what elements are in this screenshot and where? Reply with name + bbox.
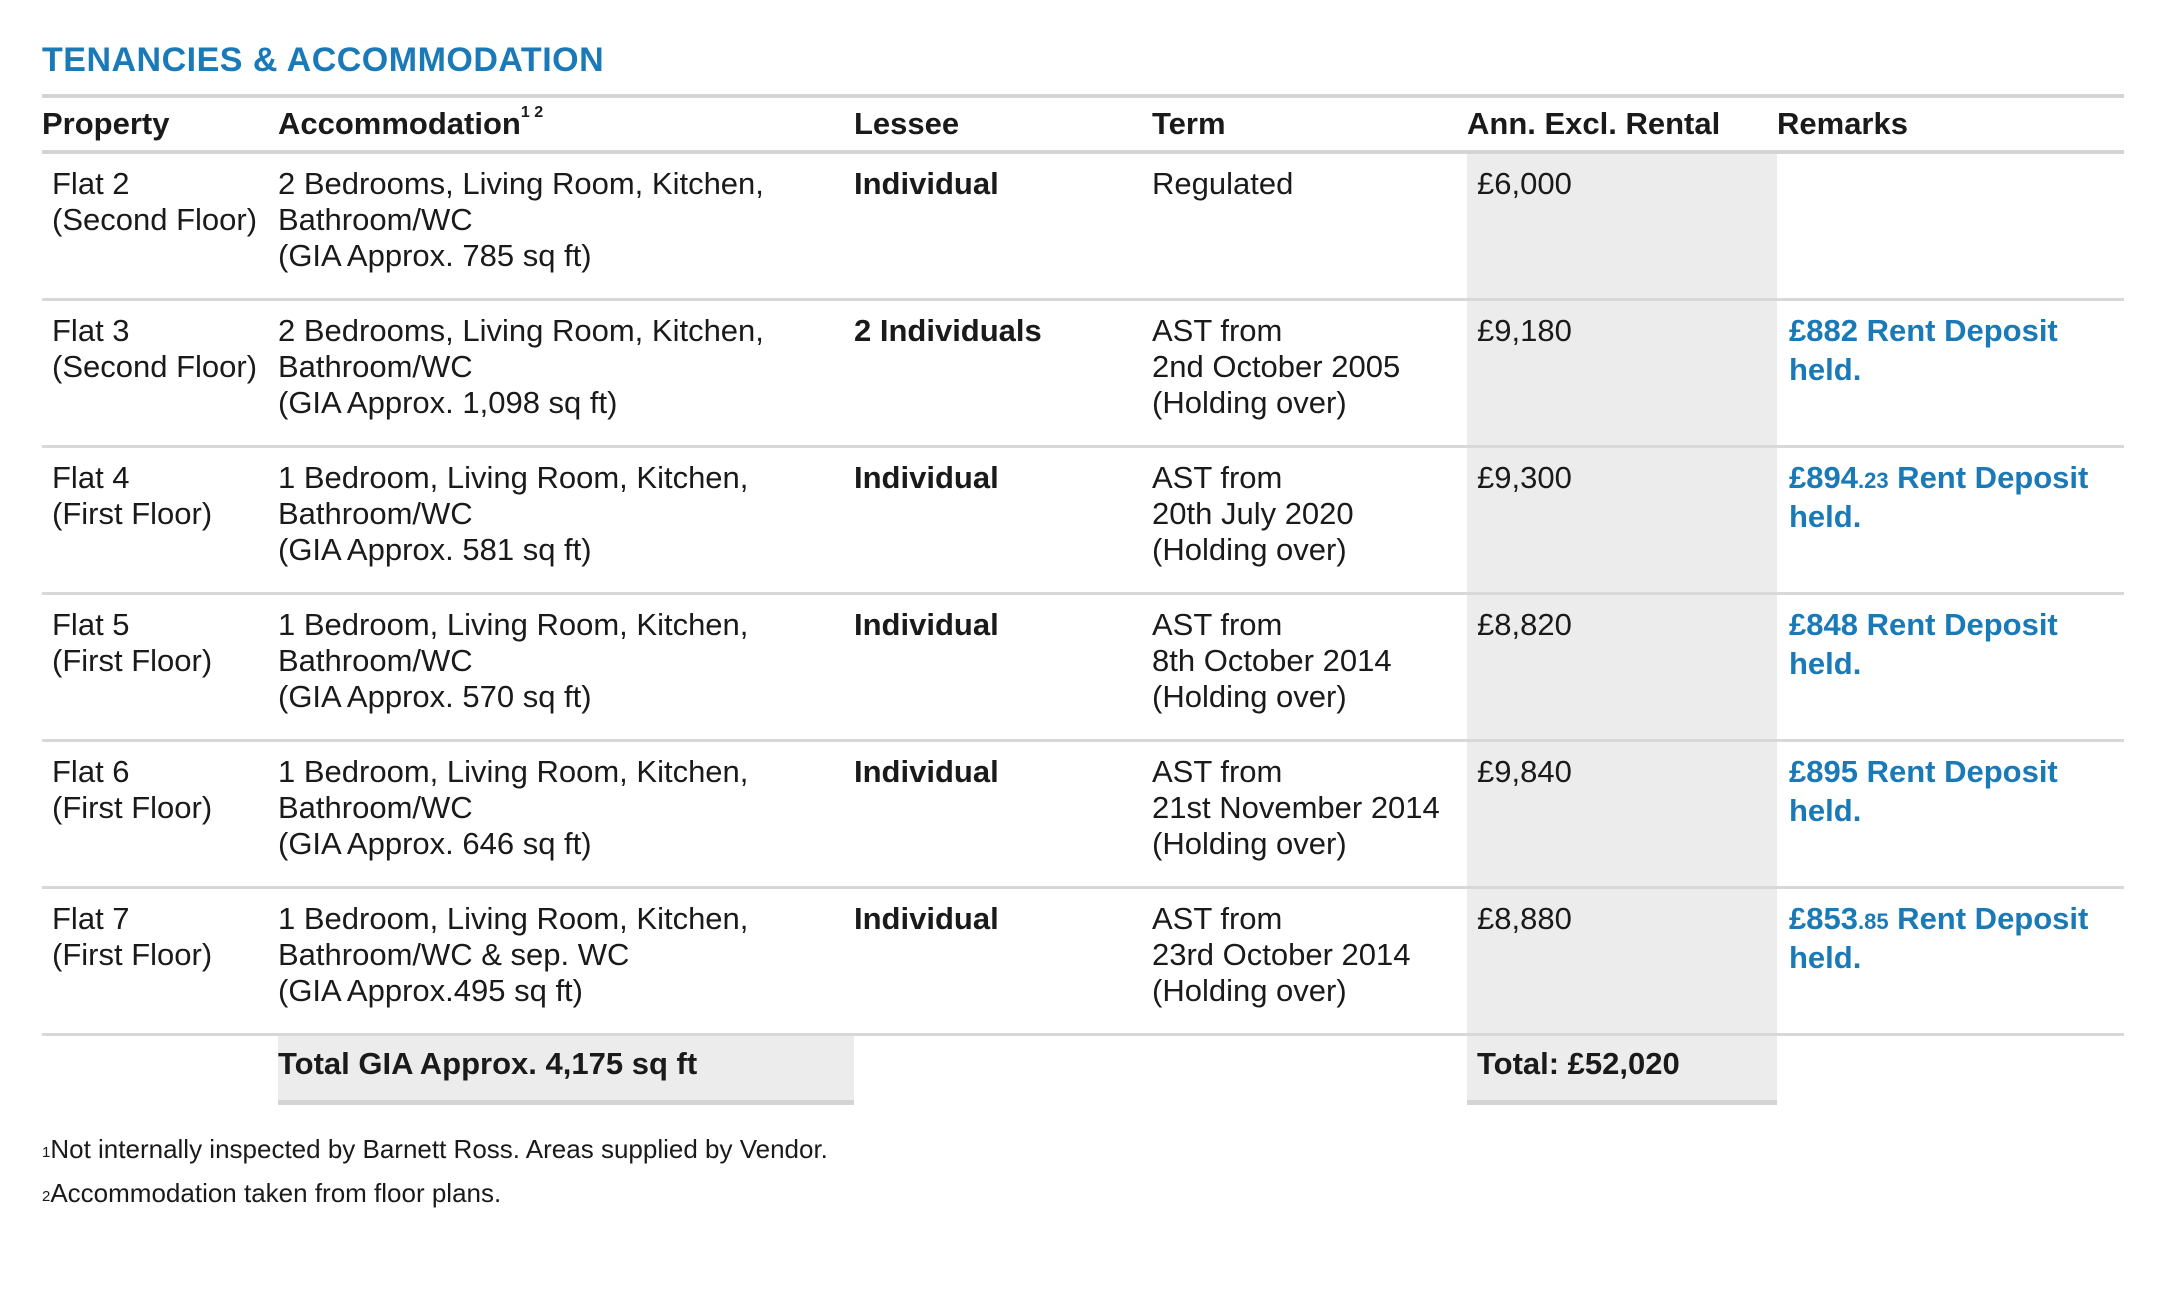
tenancy-table [42,94,2124,1105]
header-term: Term [1152,96,1467,152]
remark-deposit-text: Rent Deposit [1857,606,2058,642]
remark-deposit-pence: .23 [1857,467,1889,493]
property-line: (Second Floor) [52,202,258,237]
accommodation-line: (GIA Approx. 1,098 sq ft) [278,384,618,420]
header-lessee: Lessee [854,96,1152,152]
remark-deposit-line [1789,313,2124,352]
remark-held-line: held. [1789,792,1862,828]
rental-cell: £6,000 [1467,152,1777,299]
property-line: Flat 4 [52,459,130,495]
table-row [42,593,2124,740]
table-row [42,152,2124,299]
rental-cell: £8,820 [1467,593,1777,740]
table-row [42,740,2124,887]
table-row [42,299,2124,446]
totals-spacer [1152,1034,1467,1102]
property-line: (First Floor) [52,789,213,825]
total-rental: Total: £52,020 [1467,1034,1777,1102]
term-line: 21st November 2014 [1152,789,1440,825]
accommodation-line: Bathroom/WC & sep. WC [278,936,630,972]
lessee-cell: Individual [854,887,1152,1034]
footnotes [42,1127,2124,1215]
remark-deposit-amount: £882 [1789,312,1858,348]
term-line: (Holding over) [1152,384,1347,420]
remark-deposit-amount: £895 [1789,753,1858,789]
remark-deposit-line [1789,607,2124,646]
remark-deposit-amount: £848 [1789,606,1858,642]
lessee-cell: 2 Individuals [854,299,1152,446]
totals-spacer [42,1034,278,1102]
accommodation-line: 1 Bedroom, Living Room, Kitchen, [278,753,749,789]
totals-row [42,1034,2124,1102]
remarks-cell [1777,446,2124,593]
footnote [42,1171,2124,1215]
remark-deposit-text: Rent Deposit [1888,459,2089,495]
header-remarks: Remarks [1777,96,2124,152]
remark-deposit-amount: £853 [1789,900,1858,936]
lessee-cell: Individual [854,446,1152,593]
property-line: (First Floor) [52,495,213,531]
accommodation-line: Bathroom/WC [278,789,473,825]
accommodation-line: (GIA Approx. 570 sq ft) [278,678,592,714]
property-cell [42,887,278,1034]
property-line: Flat 6 [52,753,130,789]
term-cell [1152,446,1467,593]
remarks-cell [1777,152,2124,299]
term-line: 8th October 2014 [1152,642,1392,678]
property-cell [42,299,278,446]
accommodation-cell [278,740,854,887]
remarks-cell [1777,887,2124,1034]
table-row [42,887,2124,1034]
property-cell [42,152,278,299]
rental-cell: £9,180 [1467,299,1777,446]
accommodation-cell [278,152,854,299]
remark-held-line: held. [1789,498,1862,534]
rental-cell: £9,840 [1467,740,1777,887]
accommodation-line: 2 Bedrooms, Living Room, Kitchen, [278,312,764,348]
accommodation-line: Bathroom/WC [278,348,473,384]
header-accommodation-label: Accommodation [278,106,521,141]
term-cell [1152,299,1467,446]
term-line: 20th July 2020 [1152,495,1354,531]
accommodation-line: 1 Bedroom, Living Room, Kitchen, [278,900,749,936]
remark-deposit-pence: .85 [1857,908,1889,934]
footnote-text: Not internally inspected by Barnett Ross. Areas supplied by Vendor. [50,1133,828,1164]
remark-deposit-text: Rent Deposit [1857,753,2058,789]
term-line: AST from [1152,459,1283,495]
remark-deposit-line [1789,754,2124,793]
rental-cell: £8,880 [1467,887,1777,1034]
header-accommodation [278,96,854,152]
remark-deposit-line [1789,460,2124,499]
remark-deposit-text: Rent Deposit [1888,900,2089,936]
accommodation-line: 1 Bedroom, Living Room, Kitchen, [278,606,749,642]
remark-deposit-amount: £894 [1789,459,1858,495]
footnote [42,1127,2124,1171]
tenancy-schedule [42,36,2124,1215]
property-line: Flat 2 [52,166,130,201]
property-cell [42,593,278,740]
property-line: Flat 5 [52,606,130,642]
lessee-cell: Individual [854,152,1152,299]
accommodation-line: Bathroom/WC [278,202,473,237]
property-line: Flat 7 [52,900,130,936]
remark-held-line: held. [1789,351,1862,387]
accommodation-cell [278,446,854,593]
table-header-row [42,96,2124,152]
remark-deposit-line [1789,901,2124,940]
term-line: (Holding over) [1152,972,1347,1008]
accommodation-line: 1 Bedroom, Living Room, Kitchen, [278,459,749,495]
term-line: 23rd October 2014 [1152,936,1411,972]
accommodation-line: (GIA Approx.495 sq ft) [278,972,583,1008]
term-line: Regulated [1152,166,1294,201]
term-line: (Holding over) [1152,531,1347,567]
accommodation-cell [278,299,854,446]
property-cell [42,740,278,887]
term-line: AST from [1152,900,1283,936]
accommodation-line: Bathroom/WC [278,642,473,678]
accommodation-cell [278,593,854,740]
term-line: AST from [1152,606,1283,642]
term-cell [1152,593,1467,740]
accommodation-line: (GIA Approx. 581 sq ft) [278,531,592,567]
totals-spacer [1777,1034,2124,1102]
accommodation-line: Bathroom/WC [278,495,473,531]
property-line: (First Floor) [52,642,213,678]
accommodation-line: (GIA Approx. 785 sq ft) [278,238,592,273]
total-gia [278,1034,854,1102]
totals-spacer [854,1034,1152,1102]
term-cell [1152,740,1467,887]
total-gia-label: Total GIA Approx. 4,175 sq ft [278,1045,698,1081]
term-line: (Holding over) [1152,678,1347,714]
remarks-cell [1777,740,2124,887]
term-cell [1152,152,1467,299]
property-line: (First Floor) [52,936,213,972]
term-line: 2nd October 2005 [1152,348,1401,384]
accommodation-line: 2 Bedrooms, Living Room, Kitchen, [278,166,764,201]
property-line: (Second Floor) [52,348,258,384]
rental-cell: £9,300 [1467,446,1777,593]
section-title: TENANCIES & ACCOMMODATION [42,41,605,79]
property-cell [42,446,278,593]
remarks-cell [1777,593,2124,740]
remark-held-line: held. [1789,939,1862,975]
header-accommodation-footnote-marks: 1 2 [520,104,544,121]
header-rental: Ann. Excl. Rental [1467,96,1777,152]
header-property: Property [42,96,278,152]
remark-deposit-text: Rent Deposit [1857,312,2058,348]
footnote-text: Accommodation taken from floor plans. [50,1177,502,1208]
remarks-cell [1777,299,2124,446]
accommodation-cell [278,887,854,1034]
lessee-cell: Individual [854,740,1152,887]
accommodation-line: (GIA Approx. 646 sq ft) [278,825,592,861]
lessee-cell: Individual [854,593,1152,740]
table-row [42,446,2124,593]
footnote-marker: 1 [42,1143,51,1161]
remark-held-line: held. [1789,645,1862,681]
term-line: AST from [1152,753,1283,789]
term-cell [1152,887,1467,1034]
footnote-marker: 2 [42,1187,51,1205]
term-line: (Holding over) [1152,825,1347,861]
term-line: AST from [1152,312,1283,348]
property-line: Flat 3 [52,312,130,348]
